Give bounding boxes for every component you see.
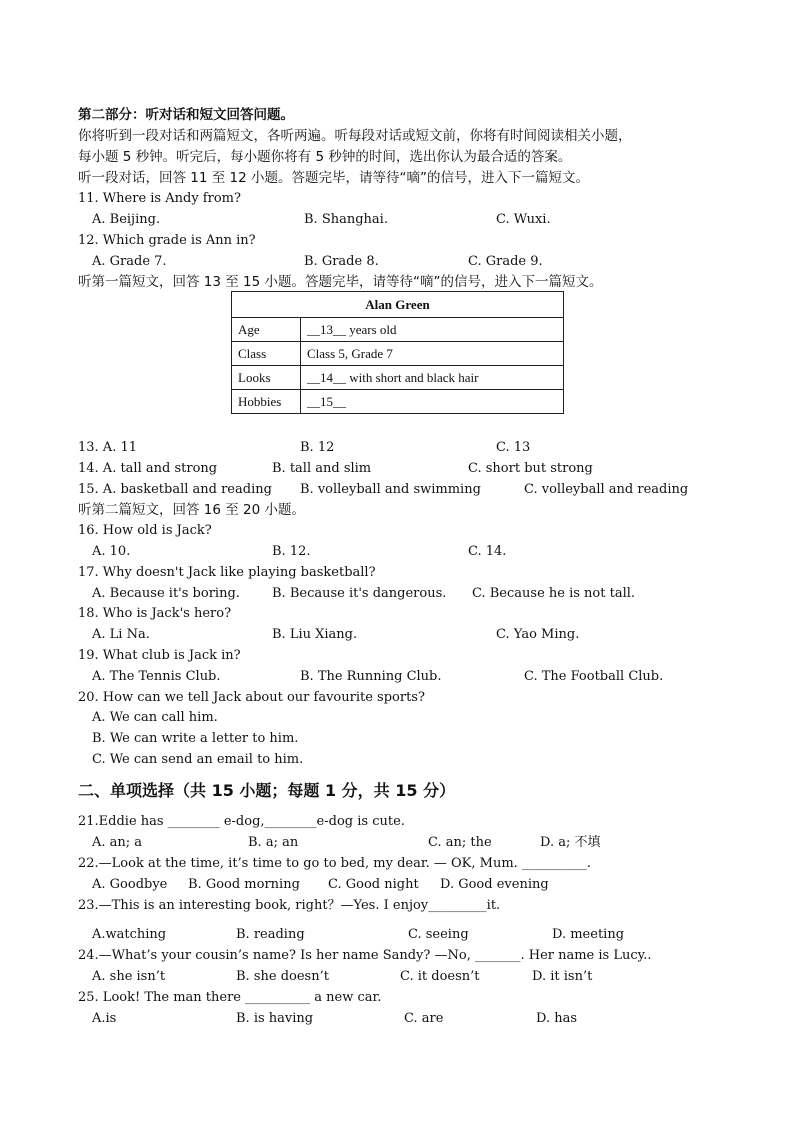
q21-option-c: C. an; the — [428, 835, 492, 850]
q14-option-b: B. tall and slim — [272, 461, 372, 476]
q24-option-b: B. she doesn’t — [236, 969, 329, 984]
q24-option-a: A. she isn’t — [92, 969, 166, 984]
q11-option-b: B. Shanghai. — [304, 212, 388, 227]
q13-option-c: C. 13 — [496, 440, 531, 455]
question-20: 20. How can we tell Jack about our favourite sports? — [78, 690, 425, 705]
q15-option-c: C. volleyball and reading — [524, 482, 689, 497]
table-value-looks: __14__ with short and black hair — [301, 366, 564, 390]
dialogue-instruction: 听一段对话，回答 11 至 12 小题。答题完毕，请等待“嘀”的信号，进入下一篇短文。 — [78, 170, 590, 186]
q14-option-a: 14. A. tall and strong — [78, 461, 218, 476]
q18-option-b: B. Liu Xiang. — [272, 627, 358, 642]
q16-option-a: A. 10. — [92, 544, 131, 559]
q21-option-a: A. an; a — [92, 835, 143, 850]
q23-option-b: B. reading — [236, 927, 305, 942]
part2-instruction-line2: 每小题 5 秒钟。听完后，每小题你将有 5 秒钟的时间，选出你认为最合适的答案。 — [78, 149, 572, 165]
question-22: 22.—Look at the time, it’s time to go to bed, my dear. — OK, Mum. __________. — [78, 856, 592, 871]
part2-heading: 第二部分：听对话和短文回答问题。 — [78, 107, 294, 123]
q24-option-c: C. it doesn’t — [400, 969, 480, 984]
part2-instruction-line1: 你将听到一段对话和两篇短文，各听两遍。听每段对话或短文前，你将有时间阅读相关小题， — [78, 128, 632, 144]
q18-option-c: C. Yao Ming. — [496, 627, 580, 642]
q22-option-b: B. Good morning — [188, 877, 300, 892]
table-row — [232, 390, 564, 414]
table-key-age: Age — [232, 318, 301, 342]
q12-option-b: B. Grade 8. — [304, 254, 379, 269]
q25-option-d: D. has — [536, 1011, 578, 1026]
question-21: 21.Eddie has ________ e-dog,________e-dog is cute. — [78, 814, 405, 829]
table-value-age: __13__ years old — [301, 318, 564, 342]
q19-option-b: B. The Running Club. — [300, 669, 442, 684]
q21-option-b: B. a; an — [248, 835, 299, 850]
q14-option-c: C. short but strong — [468, 461, 593, 476]
q13-option-b: B. 12 — [300, 440, 335, 455]
q12-option-c: C. Grade 9. — [468, 254, 543, 269]
q15-option-b: B. volleyball and swimming — [300, 482, 481, 497]
table-value-class: Class 5, Grade 7 — [301, 342, 564, 366]
q24-option-d: D. it isn’t — [532, 969, 593, 984]
question-24: 24.—What’s your cousin’s name? Is her name Sandy? —No, _______. Her name is Lucy.. — [78, 948, 652, 963]
q21-option-d: D. a; 不填 — [540, 835, 601, 850]
question-25: 25. Look! The man there __________ a new car. — [78, 990, 382, 1005]
q15-option-a: 15. A. basketball and reading — [78, 482, 272, 497]
q11-option-a: A. Beijing. — [92, 212, 161, 227]
question-12: 12. Which grade is Ann in? — [78, 233, 256, 248]
q23-option-d: D. meeting — [552, 927, 625, 942]
table-key-looks: Looks — [232, 366, 301, 390]
q19-option-a: A. The Tennis Club. — [92, 669, 221, 684]
q25-option-b: B. is having — [236, 1011, 314, 1026]
table-key-hobbies: Hobbies — [232, 390, 301, 414]
question-18: 18. Who is Jack's hero? — [78, 606, 232, 621]
question-17: 17. Why doesn't Jack like playing basketball? — [78, 565, 376, 580]
q20-option-a: A. We can call him. — [92, 710, 218, 725]
question-11: 11. Where is Andy from? — [78, 191, 241, 206]
passage1-instruction: 听第一篇短文，回答 13 至 15 小题。答题完毕，请等待“嘀”的信号，进入下一篇短文。 — [78, 274, 603, 290]
q16-option-c: C. 14. — [468, 544, 507, 559]
q23-option-c: C. seeing — [408, 927, 469, 942]
table-key-class: Class — [232, 342, 301, 366]
question-23: 23.—This is an interesting book, right？—Yes. I enjoy_________it. — [78, 898, 501, 913]
table-title: Alan Green — [232, 292, 564, 318]
q19-option-c: C. The Football Club. — [524, 669, 664, 684]
q22-option-a: A. Goodbye — [92, 877, 168, 892]
section2-heading: 二、单项选择（共 15 小题；每题 1 分，共 15 分） — [78, 781, 456, 800]
table-row — [232, 366, 564, 390]
q25-option-a: A.is — [92, 1011, 117, 1026]
q20-option-c: C. We can send an email to him. — [92, 752, 304, 767]
q16-option-b: B. 12. — [272, 544, 311, 559]
table-row — [232, 342, 564, 366]
q13-option-a: 13. A. 11 — [78, 440, 138, 455]
q12-option-a: A. Grade 7. — [92, 254, 167, 269]
q18-option-a: A. Li Na. — [92, 627, 150, 642]
alan-green-table — [231, 291, 564, 414]
q20-option-b: B. We can write a letter to him. — [92, 731, 299, 746]
question-16: 16. How old is Jack? — [78, 523, 212, 538]
q11-option-c: C. Wuxi. — [496, 212, 551, 227]
q17-option-a: A. Because it's boring. — [92, 586, 240, 601]
q22-option-c: C. Good night — [328, 877, 419, 892]
q23-option-a: A.watching — [92, 927, 167, 942]
table-row — [232, 318, 564, 342]
q17-option-b: B. Because it's dangerous. — [272, 586, 447, 601]
question-19: 19. What club is Jack in? — [78, 648, 241, 663]
table-value-hobbies: __15__ — [301, 390, 564, 414]
q17-option-c: C. Because he is not tall. — [472, 586, 636, 601]
passage2-instruction: 听第二篇短文，回答 16 至 20 小题。 — [78, 502, 306, 518]
q22-option-d: D. Good evening — [440, 877, 549, 892]
q25-option-c: C. are — [404, 1011, 444, 1026]
